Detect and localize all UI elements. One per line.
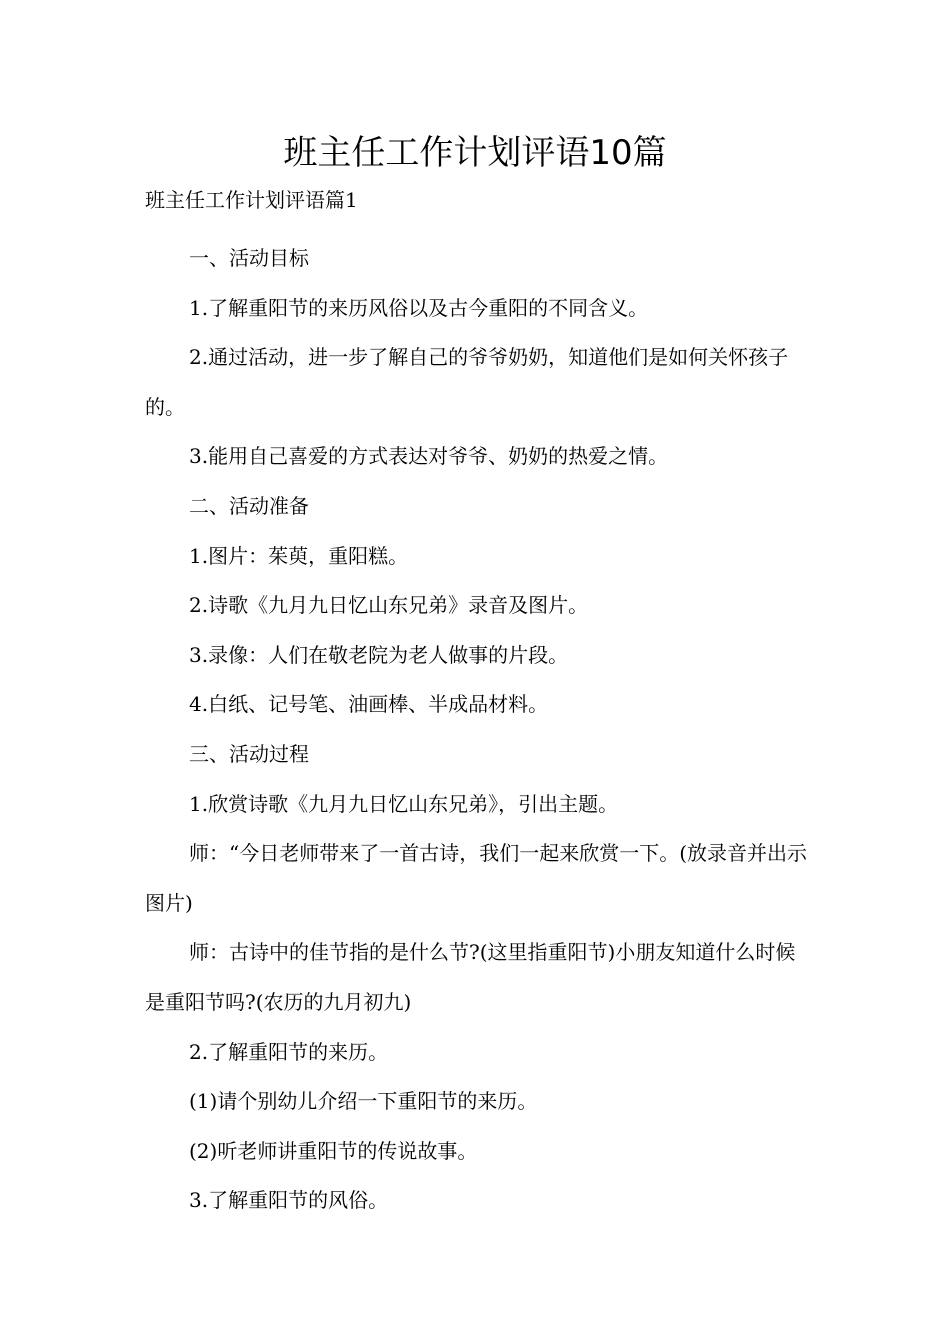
section-subtitle: 班主任工作计划评语篇1 — [145, 188, 358, 212]
paragraph: (1)请个别幼儿介绍一下重阳节的来历。 — [189, 1089, 538, 1114]
paragraph: 3.录像：人们在敬老院为老人做事的片段。 — [189, 642, 569, 667]
paragraph: 师：“今日老师带来了一首古诗，我们一起来欣赏一下。(放录音并出示图片) — [145, 841, 808, 915]
paragraph: 师：古诗中的佳节指的是什么节?(这里指重阳节)小朋友知道什么时候是重阳节吗?(农历的九月初九) — [145, 940, 796, 1014]
paragraph-heading-preparation: 二、活动准备 — [189, 493, 309, 518]
paragraph: 4.白纸、记号笔、油画棒、半成品材料。 — [189, 692, 549, 717]
paragraph: 1.了解重阳节的来历风俗以及古今重阳的不同含义。 — [189, 295, 649, 320]
paragraph: 2.了解重阳节的来历。 — [189, 1039, 389, 1064]
paragraph: 3.了解重阳节的风俗。 — [189, 1188, 389, 1213]
document-body — [145, 234, 815, 1226]
paragraph: 1.图片：茱萸，重阳糕。 — [189, 543, 409, 568]
paragraph: (2)听老师讲重阳节的传说故事。 — [189, 1138, 478, 1163]
document-title: 班主任工作计划评语10篇 — [283, 133, 667, 173]
paragraph: 1.欣赏诗歌《九月九日忆山东兄弟》，引出主题。 — [189, 791, 619, 816]
paragraph: 2.诗歌《九月九日忆山东兄弟》录音及图片。 — [189, 593, 589, 618]
paragraph-heading-process: 三、活动过程 — [189, 741, 309, 766]
paragraph: 2.通过活动，进一步了解自己的爷爷奶奶，知道他们是如何关怀孩子的。 — [145, 345, 789, 419]
paragraph: 3.能用自己喜爱的方式表达对爷爷、奶奶的热爱之情。 — [189, 444, 669, 469]
paragraph-heading-goals: 一、活动目标 — [189, 246, 309, 270]
